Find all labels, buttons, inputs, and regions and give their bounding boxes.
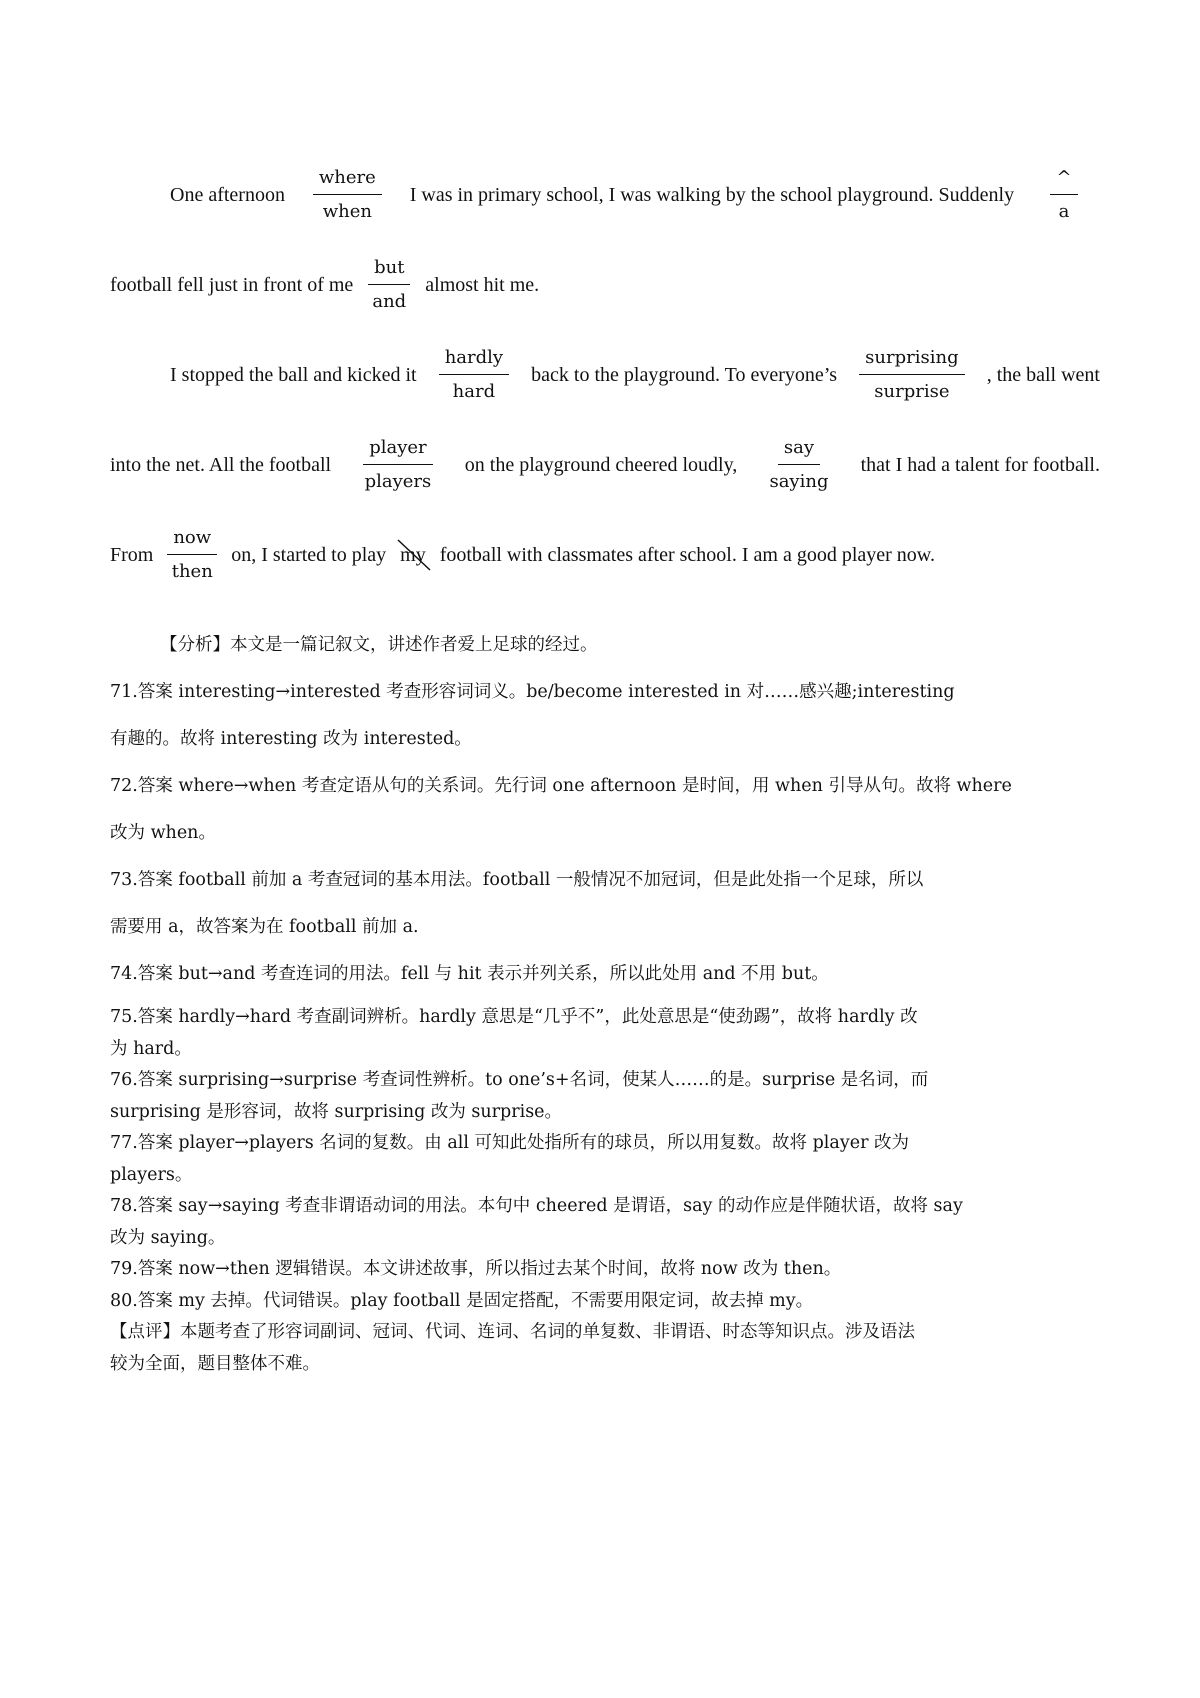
correction-mark [769, 437, 828, 493]
answer-line: 75.答案 hardly→hard 考查副词辨析。hardly 意思是“几乎不”，此处意思是“使劲踢”，故将 hardly 改 [110, 1007, 918, 1027]
answer-line: 74.答案 but→and 考查连词的用法。fell 与 hit 表示并列关系，所以此处用 and 不用 but。 [110, 964, 829, 984]
original-word: now [167, 527, 217, 555]
corrected-word: then [171, 561, 213, 582]
corrected-word: saying [769, 471, 829, 492]
passage-text: that I had a talent for football. [860, 453, 1100, 476]
corrected-word: players [364, 471, 432, 492]
passage-line-1 [170, 162, 1100, 228]
passage-text: on, I started to play [231, 543, 387, 566]
deleted-word [400, 544, 426, 567]
answer-line: 有趣的。故将 interesting 改为 interested。 [110, 729, 472, 749]
correction-mark [313, 167, 382, 223]
caret-icon: ^ [1050, 167, 1077, 195]
passage-text: From [110, 543, 154, 566]
answer-line: surprising 是形容词，故将 surprising 改为 surprise。 [110, 1102, 563, 1122]
passage-text: football with classmates after school. I am a good player now. [439, 543, 935, 566]
comment-line: 较为全面，题目整体不难。 [110, 1354, 320, 1374]
passage-text: football fell just in front of me [110, 273, 354, 296]
correction-mark [167, 527, 217, 583]
original-word: surprising [859, 347, 964, 375]
passage-text: , the ball went [986, 363, 1100, 386]
answer-line: 78.答案 say→saying 考查非谓语动词的用法。本句中 cheered 是谓语，say 的动作应是伴随状语，故将 say [110, 1196, 963, 1216]
corrected-word: when [322, 201, 372, 222]
answer-line: 73.答案 football 前加 a 考查冠词的基本用法。football 一般情况不加冠词，但是此处指一个足球，所以 [110, 870, 924, 890]
analysis-heading: 【分析】本文是一篇记叙文，讲述作者爱上足球的经过。 [160, 635, 598, 655]
answer-line: 79.答案 now→then 逻辑错误。本文讲述故事，所以指过去某个时间，故将 now 改为 then。 [110, 1259, 842, 1279]
answer-line: 改为 saying。 [110, 1228, 226, 1248]
answer-line: 71.答案 interesting→interested 考查形容词词义。be/become interested in 对……感兴趣;interesting [110, 682, 955, 702]
corrected-word: hard [452, 381, 496, 402]
correction-mark [439, 347, 509, 403]
correction-mark [859, 347, 964, 403]
answer-line: 需要用 a，故答案为在 football 前加 a. [110, 917, 419, 937]
passage-line-2 [110, 252, 1100, 318]
answer-line: players。 [110, 1165, 193, 1185]
passage-line-4 [110, 432, 1100, 498]
answer-line: 77.答案 player→players 名词的复数。由 all 可知此处指所有的球员，所以用复数。故将 player 改为 [110, 1133, 909, 1153]
passage-line-5 [110, 522, 1100, 588]
correction-mark [363, 437, 432, 493]
answer-line: 72.答案 where→when 考查定语从句的关系词。先行词 one afternoon 是时间，用 when 引导从句。故将 where [110, 776, 1012, 796]
correction-mark [367, 257, 411, 313]
original-word: where [313, 167, 382, 195]
passage-text: I stopped the ball and kicked it [170, 363, 417, 386]
passage-text: into the net. All the football [110, 453, 332, 476]
original-word: say [778, 437, 820, 465]
struck-word-text: my [400, 543, 426, 566]
inserted-word: a [1058, 201, 1070, 222]
answer-line: 为 hard。 [110, 1039, 192, 1059]
original-word: hardly [439, 347, 509, 375]
original-word: player [363, 437, 432, 465]
answer-line: 80.答案 my 去掉。代词错误。play football 是固定搭配，不需要用限定词，故去掉 my。 [110, 1291, 814, 1311]
passage-text: back to the playground. To everyone’s [531, 363, 838, 386]
passage-text: I was in primary school, I was walking by the school playground. Suddenly [409, 183, 1015, 206]
passage-text: on the playground cheered loudly, [464, 453, 738, 476]
passage-text: almost hit me. [425, 273, 540, 296]
answer-line: 76.答案 surprising→surprise 考查词性辨析。to one’s+名词，使某人……的是。surprise 是名词，而 [110, 1070, 929, 1090]
answer-line: 改为 when。 [110, 823, 216, 843]
comment-line: 【点评】本题考查了形容词副词、冠词、代词、连词、名词的单复数、非谓语、时态等知识点。涉及语法 [110, 1322, 915, 1342]
insertion-mark [1042, 167, 1086, 223]
passage-line-3 [170, 342, 1100, 408]
corrected-word: surprise [874, 381, 950, 402]
strike-slash-icon [394, 536, 436, 574]
passage-text: One afternoon [170, 183, 285, 206]
corrected-word: and [372, 291, 407, 312]
original-word: but [368, 257, 410, 285]
